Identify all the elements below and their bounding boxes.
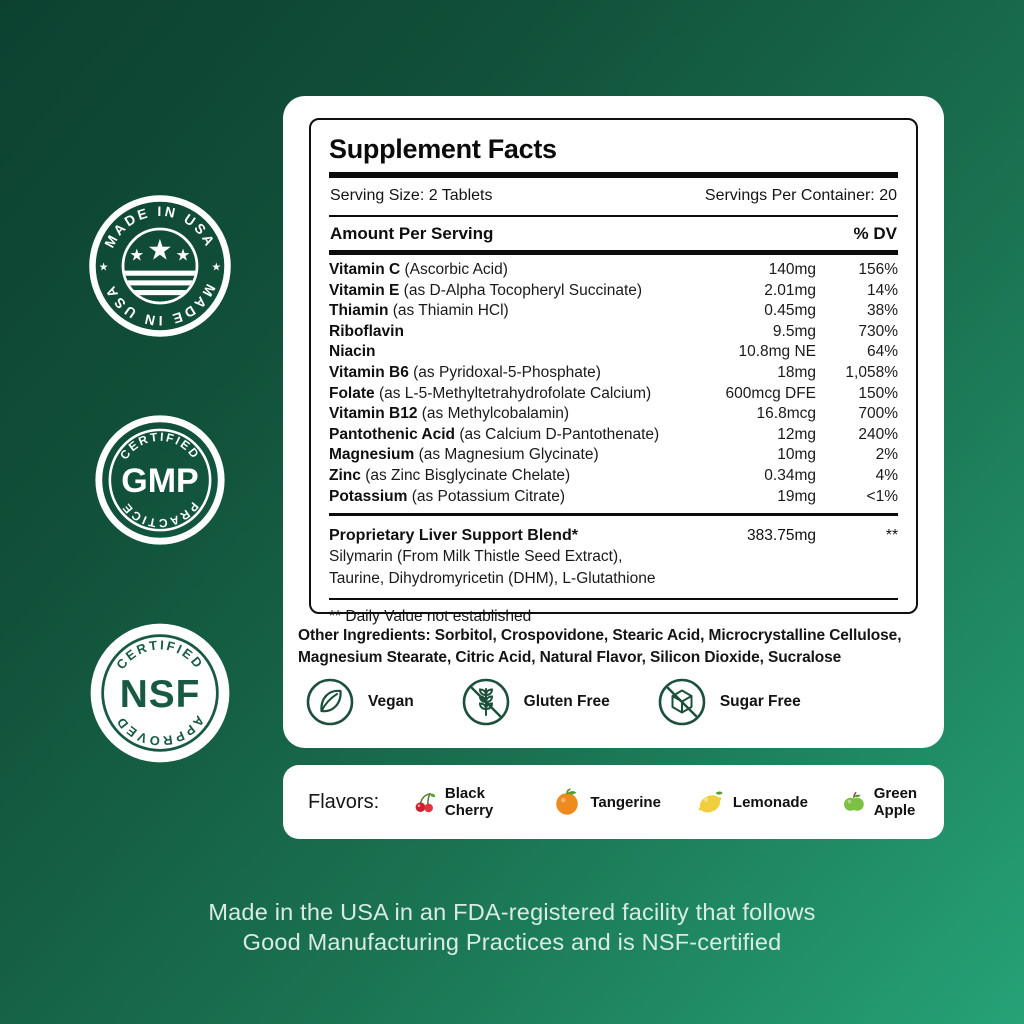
flavor-black-cherry: [413, 785, 518, 819]
flavor-label: Green Apple: [873, 785, 918, 819]
nutrient-name: Pantothenic Acid: [329, 425, 456, 443]
footer-line-2: Good Manufacturing Practices and is NSF-certified: [242, 929, 782, 955]
other-ingredients: Other Ingredients: Sorbitol, Crospovidone, Stearic Acid, Microcrystalline Cellulose, Magnesium Stearate, Citric Acid, Natural Flavor, Silicon Dioxide, Sucralose: [298, 627, 902, 666]
diet-badge-sugar-free: [657, 677, 801, 727]
serving-size: Serving Size: 2 Tablets: [330, 187, 493, 204]
blend-dv: **: [885, 527, 898, 545]
nutrient-row: [329, 425, 898, 446]
footer-line-1: Made in the USA in an FDA-registered facility that follows: [208, 899, 816, 925]
nutrient-name: Vitamin E: [329, 281, 400, 299]
wheat-slash-icon: [461, 677, 511, 727]
dv-footnote: ** Daily Value not established: [329, 608, 532, 626]
nutrient-dv: 2%: [875, 446, 898, 464]
gmp-badge-icon: [92, 412, 228, 548]
nutrient-desc: (as Zinc Bisglycinate Chelate): [365, 466, 571, 484]
nutrient-amount: 19mg: [777, 487, 816, 505]
cherry-icon: [413, 787, 437, 817]
nsf-arc-top-text: CERTIFIED: [113, 637, 207, 673]
nutrient-dv: <1%: [866, 487, 898, 505]
nutrient-row: [329, 384, 898, 405]
star-icon: ★: [147, 234, 173, 267]
made-in-usa-badge-icon: [86, 192, 234, 340]
flavors-label: Flavors:: [308, 790, 380, 813]
nutrient-row: [329, 260, 898, 281]
nutrient-name: Vitamin C: [329, 261, 401, 278]
leaf-icon: [305, 677, 355, 727]
nutrient-row: [329, 363, 898, 384]
nutrient-amount: 18mg: [777, 363, 816, 381]
footer-caption: [0, 897, 1024, 957]
nutrient-name: Thiamin: [329, 302, 389, 320]
flavors-card: [283, 765, 944, 839]
nsf-arc-bottom-text: APPROVED: [112, 712, 208, 749]
star-icon: ★: [129, 245, 145, 265]
diet-badge-label: Vegan: [368, 693, 414, 710]
nutrient-name: Potassium: [329, 487, 408, 505]
usa-arc-bottom-text: MADE IN USA: [101, 281, 219, 329]
nutrient-dv: 4%: [875, 466, 898, 484]
nutrient-desc: (as Magnesium Glycinate): [418, 446, 599, 464]
tangerine-icon: [552, 787, 582, 817]
nutrient-row: [329, 342, 898, 363]
nutrient-rows: [329, 260, 898, 507]
svg-text:CERTIFIED: [117, 430, 203, 462]
svg-text:PRACTICE: [119, 499, 202, 530]
nutrient-dv: 64%: [866, 343, 898, 361]
nutrient-desc: (as D-Alpha Tocopheryl Succinate): [403, 281, 643, 299]
divider: [329, 250, 898, 255]
nutrient-row: [329, 404, 898, 425]
nutrient-amount: 10.8mg NE: [738, 343, 816, 361]
nutrient-amount: 2.01mg: [764, 281, 816, 299]
diet-badge-vegan: [305, 677, 414, 727]
flavor-lemonade: [695, 787, 808, 817]
nutrient-dv: 700%: [858, 405, 898, 423]
nutrient-desc: (Ascorbic Acid): [404, 261, 508, 278]
nutrient-amount: 10mg: [777, 446, 816, 464]
gmp-arc-top-text: CERTIFIED: [117, 429, 203, 463]
diet-badges-row: [305, 677, 801, 727]
blend-name: Proprietary Liver Support Blend*: [329, 527, 578, 545]
nutrient-name: Magnesium: [329, 446, 415, 464]
nutrient-row: [329, 281, 898, 302]
supplement-facts-card: [283, 96, 944, 748]
usa-arc-top-text: MADE IN USA: [101, 203, 219, 251]
nutrient-amount: 9.5mg: [772, 322, 816, 340]
star-icon: ★: [175, 245, 191, 265]
nutrient-row: [329, 487, 898, 508]
flavor-label: Tangerine: [590, 793, 661, 811]
flavor-label: Black Cherry: [444, 785, 494, 819]
flavor-tangerine: [552, 787, 661, 817]
nutrient-row: [329, 466, 898, 487]
nutrient-dv: 156%: [858, 261, 898, 278]
nutrient-desc: (as Thiamin HCl): [392, 302, 509, 320]
nutrient-row: [329, 445, 898, 466]
nutrient-desc: (as Methylcobalamin): [421, 405, 570, 423]
nutrient-amount: 600mcg DFE: [725, 384, 816, 402]
nutrient-amount: 0.45mg: [764, 302, 816, 320]
nutrient-amount: 12mg: [777, 425, 816, 443]
nutrient-dv: 730%: [858, 322, 898, 340]
supplement-facts-panel: [309, 118, 918, 626]
nutrient-desc: (as Potassium Citrate): [411, 487, 566, 505]
nutrient-name: Zinc: [329, 466, 361, 484]
sugar-cube-slash-icon: [657, 677, 707, 727]
nutrient-name: Vitamin B6: [329, 363, 409, 381]
nutrient-amount: 0.34mg: [764, 466, 816, 484]
amount-per-serving-header: Amount Per Serving: [330, 224, 494, 243]
nsf-badge-icon: [86, 619, 234, 767]
nutrient-dv: 240%: [858, 425, 898, 443]
gmp-center-text: GMP: [121, 461, 199, 500]
nutrient-name: Folate: [329, 384, 375, 402]
nutrient-amount: 140mg: [768, 261, 816, 278]
blend-desc-line: Taurine, Dihydromyricetin (DHM), L-Glutathione: [329, 569, 656, 587]
blend-desc-line: Silymarin (From Milk Thistle Seed Extract),: [329, 548, 623, 566]
dv-header: % DV: [853, 224, 897, 243]
nutrient-amount: 16.8mcg: [756, 405, 816, 423]
nutrient-dv: 1,058%: [845, 363, 898, 381]
nutrient-desc: (as Calcium D-Pantothenate): [459, 425, 660, 443]
star-icon: ★: [211, 261, 222, 274]
serving-row: [329, 178, 898, 215]
flavor-green-apple: [842, 785, 944, 819]
facts-header-row: [329, 217, 898, 250]
nsf-center-text: NSF: [119, 672, 201, 716]
diet-badge-label: Gluten Free: [523, 693, 610, 710]
apple-icon: [842, 787, 866, 817]
lemon-icon: [695, 787, 725, 817]
diet-badge-label: Sugar Free: [719, 693, 801, 710]
nutrient-row: [329, 301, 898, 322]
nutrient-dv: 150%: [858, 384, 898, 402]
nutrient-desc: (as L-5-Methyltetrahydrofolate Calcium): [378, 384, 652, 402]
nutrient-dv: 14%: [866, 281, 898, 299]
diet-badge-gluten-free: [461, 677, 610, 727]
flavor-label: Lemonade: [732, 793, 808, 811]
star-icon: ★: [98, 261, 109, 274]
nutrient-dv: 38%: [866, 302, 898, 320]
nutrient-name: Vitamin B12: [329, 405, 418, 423]
nutrient-name: Riboflavin: [329, 322, 404, 340]
blend-row: [329, 516, 898, 546]
nutrient-row: [329, 322, 898, 343]
gmp-arc-bottom-text: PRACTICE: [118, 499, 202, 531]
servings-per-container: Servings Per Container: 20: [704, 187, 897, 204]
facts-title: Supplement Facts: [329, 134, 557, 164]
nutrient-desc: (as Pyridoxal-5-Phosphate): [413, 363, 601, 381]
blend-amount: 383.75mg: [747, 527, 816, 545]
nutrient-name: Niacin: [329, 343, 376, 361]
